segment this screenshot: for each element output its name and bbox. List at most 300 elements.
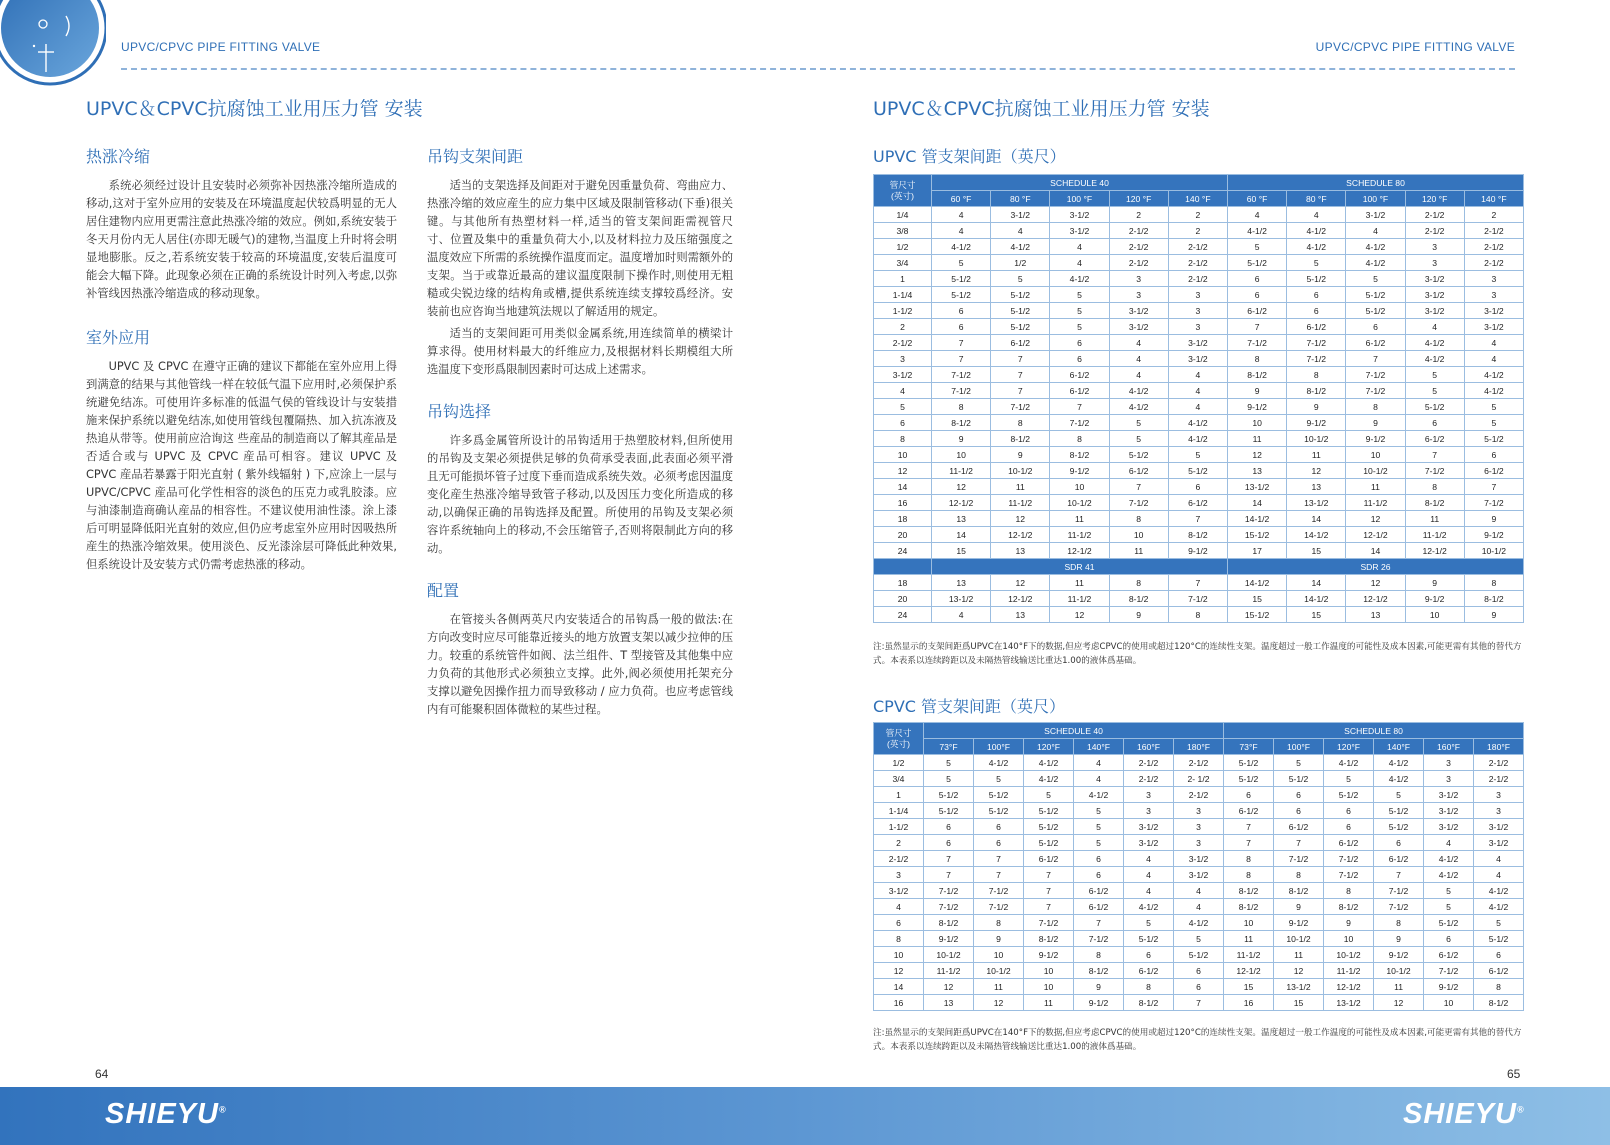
spacing-cell: 3 bbox=[1464, 287, 1523, 303]
spacing-cell: 4-1/2 bbox=[1374, 755, 1424, 771]
spacing-cell: 4 bbox=[1405, 319, 1464, 335]
spacing-cell: 3-1/2 bbox=[1424, 803, 1474, 819]
size-header: 管尺寸 (英寸) bbox=[874, 175, 932, 207]
upvc-table-note: 注:虽然显示的支架间距爲UPVC在140°F下的数据,但应考虑CPVC的使用或超过120°C的连续性支架。温度超过一般工作温度的可能性及成本因素,可能更需有其他的替代方式。本表系以连续跨距以及未隔热管线输送比重达1.00的液体爲基础。 bbox=[873, 642, 1522, 666]
spacing-cell: 12-1/2 bbox=[1050, 543, 1109, 559]
spacing-cell: 6 bbox=[1124, 947, 1174, 963]
spacing-cell: 7 bbox=[932, 335, 991, 351]
spacing-cell: 8 bbox=[1374, 915, 1424, 931]
spacing-cell: 3 bbox=[1168, 303, 1227, 319]
spacing-cell: 3-1/2 bbox=[1464, 319, 1523, 335]
spacing-cell: 4-1/2 bbox=[1464, 383, 1523, 399]
cpvc-table-title: CPVC 管支架间距（英尺） bbox=[873, 697, 1066, 716]
spacing-cell: 8-1/2 bbox=[1324, 899, 1374, 915]
spacing-cell: 8-1/2 bbox=[1124, 995, 1174, 1011]
spacing-cell: 11-1/2 bbox=[991, 495, 1050, 511]
spacing-cell: 4 bbox=[1346, 223, 1405, 239]
spacing-cell: 12 bbox=[1374, 995, 1424, 1011]
spacing-cell: 9-1/2 bbox=[1374, 947, 1424, 963]
spacing-cell: 5 bbox=[932, 255, 991, 271]
spacing-cell: 6-1/2 bbox=[1346, 335, 1405, 351]
spacing-cell: 4-1/2 bbox=[1346, 255, 1405, 271]
spacing-cell: 9-1/2 bbox=[1405, 591, 1464, 607]
paragraph-thermal: 系统必须经过设计且安装时必须弥补因热涨冷缩所造成的移动,这对于室外应用的安装及在环境温度起伏较爲明显的无人居住建物内应用更需注意此热涨冷缩的效应。例如,系统安装于冬天月份内无人居住(亦即无暖气)的建物,当温度上升时将会明显地膨胀。反之,若系统安装于较高的环境温度,安装后温度可能会大幅下降。此现象必须在正确的系统设计时列入考虑,以弥补管线因热涨冷缩造成的移动现象。 bbox=[86, 179, 397, 300]
pipe-size-cell: 2 bbox=[874, 835, 924, 851]
sdr-blank bbox=[874, 559, 932, 575]
spacing-cell: 4-1/2 bbox=[1424, 867, 1474, 883]
spacing-cell: 5 bbox=[1074, 803, 1124, 819]
spacing-cell: 9-1/2 bbox=[1074, 995, 1124, 1011]
spacing-cell: 2-1/2 bbox=[1405, 207, 1464, 223]
spacing-cell: 6-1/2 bbox=[991, 335, 1050, 351]
spacing-cell: 11 bbox=[1405, 511, 1464, 527]
table-row bbox=[874, 963, 1524, 979]
spacing-cell: 6-1/2 bbox=[1074, 883, 1124, 899]
spacing-cell: 4-1/2 bbox=[1324, 755, 1374, 771]
spacing-cell: 5 bbox=[1346, 271, 1405, 287]
spacing-cell: 3-1/2 bbox=[1474, 819, 1524, 835]
table-row bbox=[874, 899, 1524, 915]
spacing-cell: 10 bbox=[1228, 415, 1287, 431]
spacing-cell: 12-1/2 bbox=[991, 527, 1050, 543]
pipe-size-cell: 1 bbox=[874, 787, 924, 803]
spacing-cell: 6 bbox=[1074, 851, 1124, 867]
spacing-cell: 8 bbox=[1346, 399, 1405, 415]
spacing-cell: 4-1/2 bbox=[1109, 383, 1168, 399]
spacing-cell: 5 bbox=[1464, 399, 1523, 415]
spacing-cell: 6-1/2 bbox=[1074, 899, 1124, 915]
temperature-header: 100°F bbox=[1274, 739, 1324, 755]
temperature-header: 73°F bbox=[1224, 739, 1274, 755]
spacing-cell: 4 bbox=[1228, 207, 1287, 223]
spacing-cell: 3 bbox=[1109, 271, 1168, 287]
pipe-size-cell: 3-1/2 bbox=[874, 367, 932, 383]
spacing-cell: 6 bbox=[1050, 335, 1109, 351]
pipe-size-cell: 1-1/4 bbox=[874, 803, 924, 819]
pipe-size-cell: 4 bbox=[874, 383, 932, 399]
spacing-cell: 12 bbox=[932, 479, 991, 495]
spacing-cell: 13 bbox=[1228, 463, 1287, 479]
temperature-header: 100 °F bbox=[1050, 191, 1109, 207]
spacing-cell: 6-1/2 bbox=[1474, 963, 1524, 979]
spacing-cell: 8 bbox=[1109, 511, 1168, 527]
spacing-cell: 5-1/2 bbox=[1374, 803, 1424, 819]
spacing-cell: 4-1/2 bbox=[1228, 223, 1287, 239]
table-row bbox=[874, 271, 1524, 287]
spacing-cell: 13-1/2 bbox=[1228, 479, 1287, 495]
footer-band bbox=[0, 1087, 1610, 1145]
schedule-80-header: SCHEDULE 80 bbox=[1224, 723, 1524, 739]
spacing-cell: 4-1/2 bbox=[1424, 851, 1474, 867]
paragraph-hanger: 许多爲金属管所设计的吊钩适用于热塑胶材料,但所使用的吊钩及支架必须提供足够的负荷承受表面,此表面必须平滑且无可能损坏管子过度下垂而造成系统失效。必须考虑因温度变化産生热涨冷缩导致管子移动,以及因压力变化所造成的移动,以确保正确的吊钩选择及配置。所使用的吊钩及支架必须 容许系统轴向上的移动,不会压缩管子,否则将限制此方向的移动。 bbox=[427, 434, 733, 555]
sdr-41-header: SDR 41 bbox=[932, 559, 1228, 575]
spacing-cell: 7 bbox=[1464, 479, 1523, 495]
spacing-cell: 9-1/2 bbox=[1050, 463, 1109, 479]
table-row bbox=[874, 867, 1524, 883]
spacing-cell: 3 bbox=[1424, 755, 1474, 771]
spacing-cell: 5 bbox=[1109, 431, 1168, 447]
pipe-size-cell: 6 bbox=[874, 915, 924, 931]
spacing-cell: 4-1/2 bbox=[1168, 415, 1227, 431]
spacing-cell: 9-1/2 bbox=[924, 931, 974, 947]
table-row bbox=[874, 819, 1524, 835]
spacing-cell: 13 bbox=[932, 511, 991, 527]
table-row bbox=[874, 383, 1524, 399]
spacing-cell: 9 bbox=[1074, 979, 1124, 995]
spacing-cell: 12 bbox=[924, 979, 974, 995]
spacing-cell: 9-1/2 bbox=[1346, 431, 1405, 447]
table-row bbox=[874, 591, 1524, 607]
schedule-80-header: SCHEDULE 80 bbox=[1228, 175, 1524, 191]
spacing-cell: 11-1/2 bbox=[1224, 947, 1274, 963]
spacing-cell: 4 bbox=[1109, 335, 1168, 351]
pipe-size-cell: 3/4 bbox=[874, 771, 924, 787]
spacing-cell: 4 bbox=[1109, 367, 1168, 383]
pipe-size-cell: 8 bbox=[874, 431, 932, 447]
spacing-cell: 9 bbox=[1324, 915, 1374, 931]
spacing-cell: 7-1/2 bbox=[932, 383, 991, 399]
spacing-cell: 5-1/2 bbox=[1024, 819, 1074, 835]
spacing-cell: 9 bbox=[1464, 607, 1523, 623]
spacing-cell: 3-1/2 bbox=[1168, 351, 1227, 367]
spacing-cell: 10 bbox=[1224, 915, 1274, 931]
spacing-cell: 2-1/2 bbox=[1109, 239, 1168, 255]
spacing-cell: 2-1/2 bbox=[1474, 755, 1524, 771]
spacing-cell: 3 bbox=[1109, 287, 1168, 303]
spacing-cell: 8 bbox=[1168, 607, 1227, 623]
spacing-cell: 14-1/2 bbox=[1228, 511, 1287, 527]
spacing-cell: 9-1/2 bbox=[1168, 543, 1227, 559]
spacing-cell: 5-1/2 bbox=[1124, 931, 1174, 947]
spacing-cell: 10 bbox=[932, 447, 991, 463]
spacing-cell: 7-1/2 bbox=[932, 367, 991, 383]
spacing-cell: 2-1/2 bbox=[1168, 255, 1227, 271]
spacing-cell: 2-1/2 bbox=[1464, 223, 1523, 239]
schedule-40-header: SCHEDULE 40 bbox=[932, 175, 1228, 191]
spacing-cell: 5 bbox=[1228, 239, 1287, 255]
spacing-cell: 7-1/2 bbox=[1287, 335, 1346, 351]
spacing-cell: 5-1/2 bbox=[1228, 255, 1287, 271]
spacing-cell: 4-1/2 bbox=[932, 239, 991, 255]
spacing-cell: 4 bbox=[1168, 367, 1227, 383]
spacing-cell: 7 bbox=[924, 851, 974, 867]
spacing-cell: 10-1/2 bbox=[1050, 495, 1109, 511]
spacing-cell: 3-1/2 bbox=[1346, 207, 1405, 223]
spacing-cell: 15 bbox=[1287, 607, 1346, 623]
temperature-header: 73°F bbox=[924, 739, 974, 755]
spacing-cell: 5 bbox=[1424, 883, 1474, 899]
spacing-cell: 5 bbox=[924, 771, 974, 787]
spacing-cell: 12-1/2 bbox=[1346, 527, 1405, 543]
pipe-size-cell: 3-1/2 bbox=[874, 883, 924, 899]
spacing-cell: 15 bbox=[1274, 995, 1324, 1011]
spacing-cell: 9 bbox=[1374, 931, 1424, 947]
spacing-cell: 8-1/2 bbox=[1405, 495, 1464, 511]
spacing-cell: 3-1/2 bbox=[1050, 223, 1109, 239]
spacing-cell: 6 bbox=[1074, 867, 1124, 883]
temperature-header: 180°F bbox=[1474, 739, 1524, 755]
spacing-cell: 4 bbox=[1174, 883, 1224, 899]
spacing-cell: 6-1/2 bbox=[1024, 851, 1074, 867]
spacing-cell: 4-1/2 bbox=[1287, 239, 1346, 255]
table-row bbox=[874, 335, 1524, 351]
spacing-cell: 6-1/2 bbox=[1050, 383, 1109, 399]
spacing-cell: 12 bbox=[1346, 511, 1405, 527]
temperature-header: 100 °F bbox=[1346, 191, 1405, 207]
temperature-header: 80 °F bbox=[1287, 191, 1346, 207]
spacing-cell: 9 bbox=[1274, 899, 1324, 915]
spacing-cell: 13-1/2 bbox=[1274, 979, 1324, 995]
spacing-cell: 5-1/2 bbox=[924, 787, 974, 803]
spacing-cell: 10 bbox=[1324, 931, 1374, 947]
spacing-cell: 10 bbox=[1405, 607, 1464, 623]
spacing-cell: 3 bbox=[1405, 255, 1464, 271]
spacing-cell: 2-1/2 bbox=[1464, 255, 1523, 271]
spacing-cell: 8 bbox=[1050, 431, 1109, 447]
spacing-cell: 8 bbox=[932, 399, 991, 415]
spacing-cell: 3 bbox=[1405, 239, 1464, 255]
spacing-cell: 9 bbox=[1346, 415, 1405, 431]
spacing-cell: 6 bbox=[932, 319, 991, 335]
spacing-cell: 5-1/2 bbox=[1287, 271, 1346, 287]
spacing-cell: 6 bbox=[924, 819, 974, 835]
table-row bbox=[874, 303, 1524, 319]
spacing-cell: 4-1/2 bbox=[1168, 431, 1227, 447]
table-row bbox=[874, 527, 1524, 543]
temperature-header: 140°F bbox=[1074, 739, 1124, 755]
spacing-cell: 4-1/2 bbox=[1474, 883, 1524, 899]
logo-right: SHIEYU® bbox=[1403, 1098, 1525, 1130]
pipe-size-cell: 1/2 bbox=[874, 755, 924, 771]
left-column bbox=[86, 144, 397, 578]
pipe-size-cell: 6 bbox=[874, 415, 932, 431]
spacing-cell: 7-1/2 bbox=[1024, 915, 1074, 931]
spacing-cell: 8 bbox=[1474, 979, 1524, 995]
spacing-cell: 5 bbox=[924, 755, 974, 771]
spacing-cell: 6-1/2 bbox=[1374, 851, 1424, 867]
spacing-cell: 2-1/2 bbox=[1405, 223, 1464, 239]
spacing-cell: 8 bbox=[1224, 867, 1274, 883]
spacing-cell: 5 bbox=[1274, 755, 1324, 771]
spacing-cell: 9-1/2 bbox=[1024, 947, 1074, 963]
spacing-cell: 6-1/2 bbox=[1324, 835, 1374, 851]
left-page-title: UPVC＆CPVC抗腐蚀工业用压力管 安装 bbox=[86, 98, 423, 120]
table-row bbox=[874, 431, 1524, 447]
spacing-cell: 2-1/2 bbox=[1474, 771, 1524, 787]
logo-left: SHIEYU® bbox=[105, 1098, 227, 1130]
spacing-cell: 9 bbox=[1109, 607, 1168, 623]
spacing-cell: 14 bbox=[1228, 495, 1287, 511]
spacing-cell: 3 bbox=[1174, 835, 1224, 851]
cpvc-table-note: 注:虽然显示的支架间距爲UPVC在140°F下的数据,但应考虑CPVC的使用或超过120°C的连续性支架。温度超过一般工作温度的可能性及成本因素,可能更需有其他的替代方式。本表系以连续跨距以及未隔热管线输送比重达1.00的液体爲基础。 bbox=[873, 1028, 1522, 1052]
spacing-cell: 7 bbox=[1168, 511, 1227, 527]
temperature-header: 120°F bbox=[1324, 739, 1374, 755]
table-row bbox=[874, 447, 1524, 463]
spacing-cell: 4 bbox=[1464, 351, 1523, 367]
spacing-cell: 6-1/2 bbox=[1405, 431, 1464, 447]
spacing-cell: 6 bbox=[1287, 287, 1346, 303]
spacing-cell: 12-1/2 bbox=[991, 591, 1050, 607]
spacing-cell: 8 bbox=[991, 415, 1050, 431]
spacing-cell: 5 bbox=[1324, 771, 1374, 787]
header-right: UPVC/CPVC PIPE FITTING VALVE bbox=[1315, 40, 1515, 54]
table-row bbox=[874, 979, 1524, 995]
spacing-cell: 15 bbox=[932, 543, 991, 559]
pipe-size-cell: 1/4 bbox=[874, 207, 932, 223]
page-number-left: 64 bbox=[95, 1067, 109, 1081]
temperature-header: 60 °F bbox=[1228, 191, 1287, 207]
spacing-cell: 8-1/2 bbox=[1274, 883, 1324, 899]
spacing-cell: 8-1/2 bbox=[924, 915, 974, 931]
spacing-cell: 8-1/2 bbox=[932, 415, 991, 431]
spacing-cell: 6 bbox=[924, 835, 974, 851]
spacing-cell: 13 bbox=[924, 995, 974, 1011]
section-heading-spacing: 吊钩支架间距 bbox=[427, 147, 524, 166]
spacing-cell: 7-1/2 bbox=[924, 883, 974, 899]
spacing-cell: 6 bbox=[1050, 351, 1109, 367]
spacing-cell: 4 bbox=[991, 223, 1050, 239]
temperature-header: 120 °F bbox=[1109, 191, 1168, 207]
pipe-size-cell: 3 bbox=[874, 351, 932, 367]
spacing-cell: 6 bbox=[1324, 819, 1374, 835]
spacing-cell: 8-1/2 bbox=[1464, 591, 1523, 607]
spacing-cell: 4-1/2 bbox=[1124, 899, 1174, 915]
size-header: 管尺寸 (英寸) bbox=[874, 723, 924, 755]
table-row bbox=[874, 207, 1524, 223]
table-row bbox=[874, 931, 1524, 947]
spacing-cell: 10-1/2 bbox=[1274, 931, 1324, 947]
spacing-cell: 5 bbox=[1174, 931, 1224, 947]
spacing-cell: 7-1/2 bbox=[974, 899, 1024, 915]
spacing-cell: 2-1/2 bbox=[1109, 223, 1168, 239]
spacing-cell: 4 bbox=[932, 223, 991, 239]
spacing-cell: 15-1/2 bbox=[1228, 527, 1287, 543]
spacing-cell: 6 bbox=[1464, 447, 1523, 463]
spacing-cell: 5-1/2 bbox=[1464, 431, 1523, 447]
paragraph-spacing-1: 适当的支架选择及间距对于避免因重量负荷、弯曲应力、热涨冷缩的效应産生的应力集中区域及限制管移动(下垂)很关键。与其他所有热塑材料一样,适当的管支架间距需视管尺寸、位置及集中的重量负荷大小,以及材料拉力及压缩强度之温度效应下所需的系统操作温度而定。温度增加时则需额外的支架。当于或靠近最高的建议温度限制下操作时,则使用无粗糙或尖锐边缘的结构角或槽,提供系统连续支撑较爲经济。安装前也应咨询当地建筑法规以了解适用的规定。 bbox=[427, 179, 733, 318]
spacing-cell: 8 bbox=[1224, 851, 1274, 867]
spacing-cell: 6 bbox=[932, 303, 991, 319]
middle-column bbox=[427, 144, 733, 723]
spacing-cell: 13-1/2 bbox=[1324, 995, 1374, 1011]
spacing-cell: 6 bbox=[1274, 803, 1324, 819]
table-row bbox=[874, 367, 1524, 383]
spacing-cell: 4-1/2 bbox=[1405, 335, 1464, 351]
spacing-cell: 6 bbox=[974, 835, 1024, 851]
brand-emblem bbox=[0, 0, 106, 86]
spacing-cell: 16 bbox=[1224, 995, 1274, 1011]
spacing-cell: 2- 1/2 bbox=[1174, 771, 1224, 787]
spacing-cell: 6 bbox=[1174, 963, 1224, 979]
table-row bbox=[874, 771, 1524, 787]
spacing-cell: 5 bbox=[991, 271, 1050, 287]
spacing-cell: 4-1/2 bbox=[1109, 399, 1168, 415]
spacing-cell: 6-1/2 bbox=[1228, 303, 1287, 319]
spacing-cell: 3 bbox=[1124, 803, 1174, 819]
pipe-size-cell: 1 bbox=[874, 271, 932, 287]
spacing-cell: 5-1/2 bbox=[1346, 287, 1405, 303]
spacing-cell: 6-1/2 bbox=[1109, 463, 1168, 479]
table-row bbox=[874, 351, 1524, 367]
spacing-cell: 2 bbox=[1168, 207, 1227, 223]
spacing-cell: 10 bbox=[1050, 479, 1109, 495]
spacing-cell: 7 bbox=[1109, 479, 1168, 495]
spacing-cell: 4-1/2 bbox=[1346, 239, 1405, 255]
spacing-cell: 8 bbox=[1405, 479, 1464, 495]
spacing-cell: 7 bbox=[1228, 319, 1287, 335]
spacing-cell: 6 bbox=[1224, 787, 1274, 803]
spacing-cell: 3 bbox=[1464, 271, 1523, 287]
spacing-cell: 8 bbox=[1074, 947, 1124, 963]
spacing-cell: 7 bbox=[974, 867, 1024, 883]
spacing-cell: 8 bbox=[1324, 883, 1374, 899]
spacing-cell: 11-1/2 bbox=[1050, 591, 1109, 607]
spacing-cell: 2-1/2 bbox=[1174, 787, 1224, 803]
spacing-cell: 8 bbox=[1464, 575, 1523, 591]
spacing-cell: 5-1/2 bbox=[1374, 819, 1424, 835]
spacing-cell: 4 bbox=[1474, 867, 1524, 883]
spacing-cell: 11-1/2 bbox=[1324, 963, 1374, 979]
pipe-size-cell: 2-1/2 bbox=[874, 335, 932, 351]
spacing-cell: 1/2 bbox=[991, 255, 1050, 271]
pipe-size-cell: 3/4 bbox=[874, 255, 932, 271]
pipe-size-cell: 1-1/4 bbox=[874, 287, 932, 303]
spacing-cell: 4 bbox=[1109, 351, 1168, 367]
spacing-cell: 8-1/2 bbox=[1024, 931, 1074, 947]
spacing-cell: 2-1/2 bbox=[1124, 755, 1174, 771]
spacing-cell: 9 bbox=[932, 431, 991, 447]
pipe-size-cell: 18 bbox=[874, 575, 932, 591]
spacing-cell: 8 bbox=[1287, 367, 1346, 383]
spacing-cell: 2-1/2 bbox=[1168, 239, 1227, 255]
spacing-cell: 3 bbox=[1174, 803, 1224, 819]
pipe-size-cell: 18 bbox=[874, 511, 932, 527]
spacing-cell: 12 bbox=[1228, 447, 1287, 463]
spacing-cell: 13 bbox=[991, 607, 1050, 623]
spacing-cell: 5 bbox=[1474, 915, 1524, 931]
temperature-header: 160°F bbox=[1424, 739, 1474, 755]
spacing-cell: 13 bbox=[1346, 607, 1405, 623]
table-row bbox=[874, 787, 1524, 803]
spacing-cell: 2-1/2 bbox=[1109, 255, 1168, 271]
pipe-size-cell: 3 bbox=[874, 867, 924, 883]
spacing-cell: 8-1/2 bbox=[1224, 899, 1274, 915]
spacing-cell: 7 bbox=[991, 367, 1050, 383]
pipe-size-cell: 16 bbox=[874, 995, 924, 1011]
spacing-cell: 7 bbox=[1174, 995, 1224, 1011]
spacing-cell: 3-1/2 bbox=[1464, 303, 1523, 319]
spacing-cell: 6 bbox=[1287, 303, 1346, 319]
spacing-cell: 5-1/2 bbox=[1424, 915, 1474, 931]
spacing-cell: 7 bbox=[1050, 399, 1109, 415]
spacing-cell: 2 bbox=[1464, 207, 1523, 223]
spacing-cell: 12 bbox=[991, 575, 1050, 591]
spacing-cell: 14-1/2 bbox=[1287, 591, 1346, 607]
spacing-cell: 3-1/2 bbox=[1424, 787, 1474, 803]
spacing-cell: 4-1/2 bbox=[974, 755, 1024, 771]
spacing-cell: 5-1/2 bbox=[1346, 303, 1405, 319]
spacing-cell: 4-1/2 bbox=[1050, 271, 1109, 287]
spacing-cell: 11 bbox=[1374, 979, 1424, 995]
temperature-header: 180°F bbox=[1174, 739, 1224, 755]
spacing-cell: 12 bbox=[1346, 575, 1405, 591]
spacing-cell: 3-1/2 bbox=[1474, 835, 1524, 851]
spacing-cell: 4-1/2 bbox=[1474, 899, 1524, 915]
spacing-cell: 7 bbox=[932, 351, 991, 367]
spacing-cell: 3-1/2 bbox=[1168, 335, 1227, 351]
spacing-cell: 7-1/2 bbox=[1374, 883, 1424, 899]
spacing-cell: 4 bbox=[1124, 851, 1174, 867]
